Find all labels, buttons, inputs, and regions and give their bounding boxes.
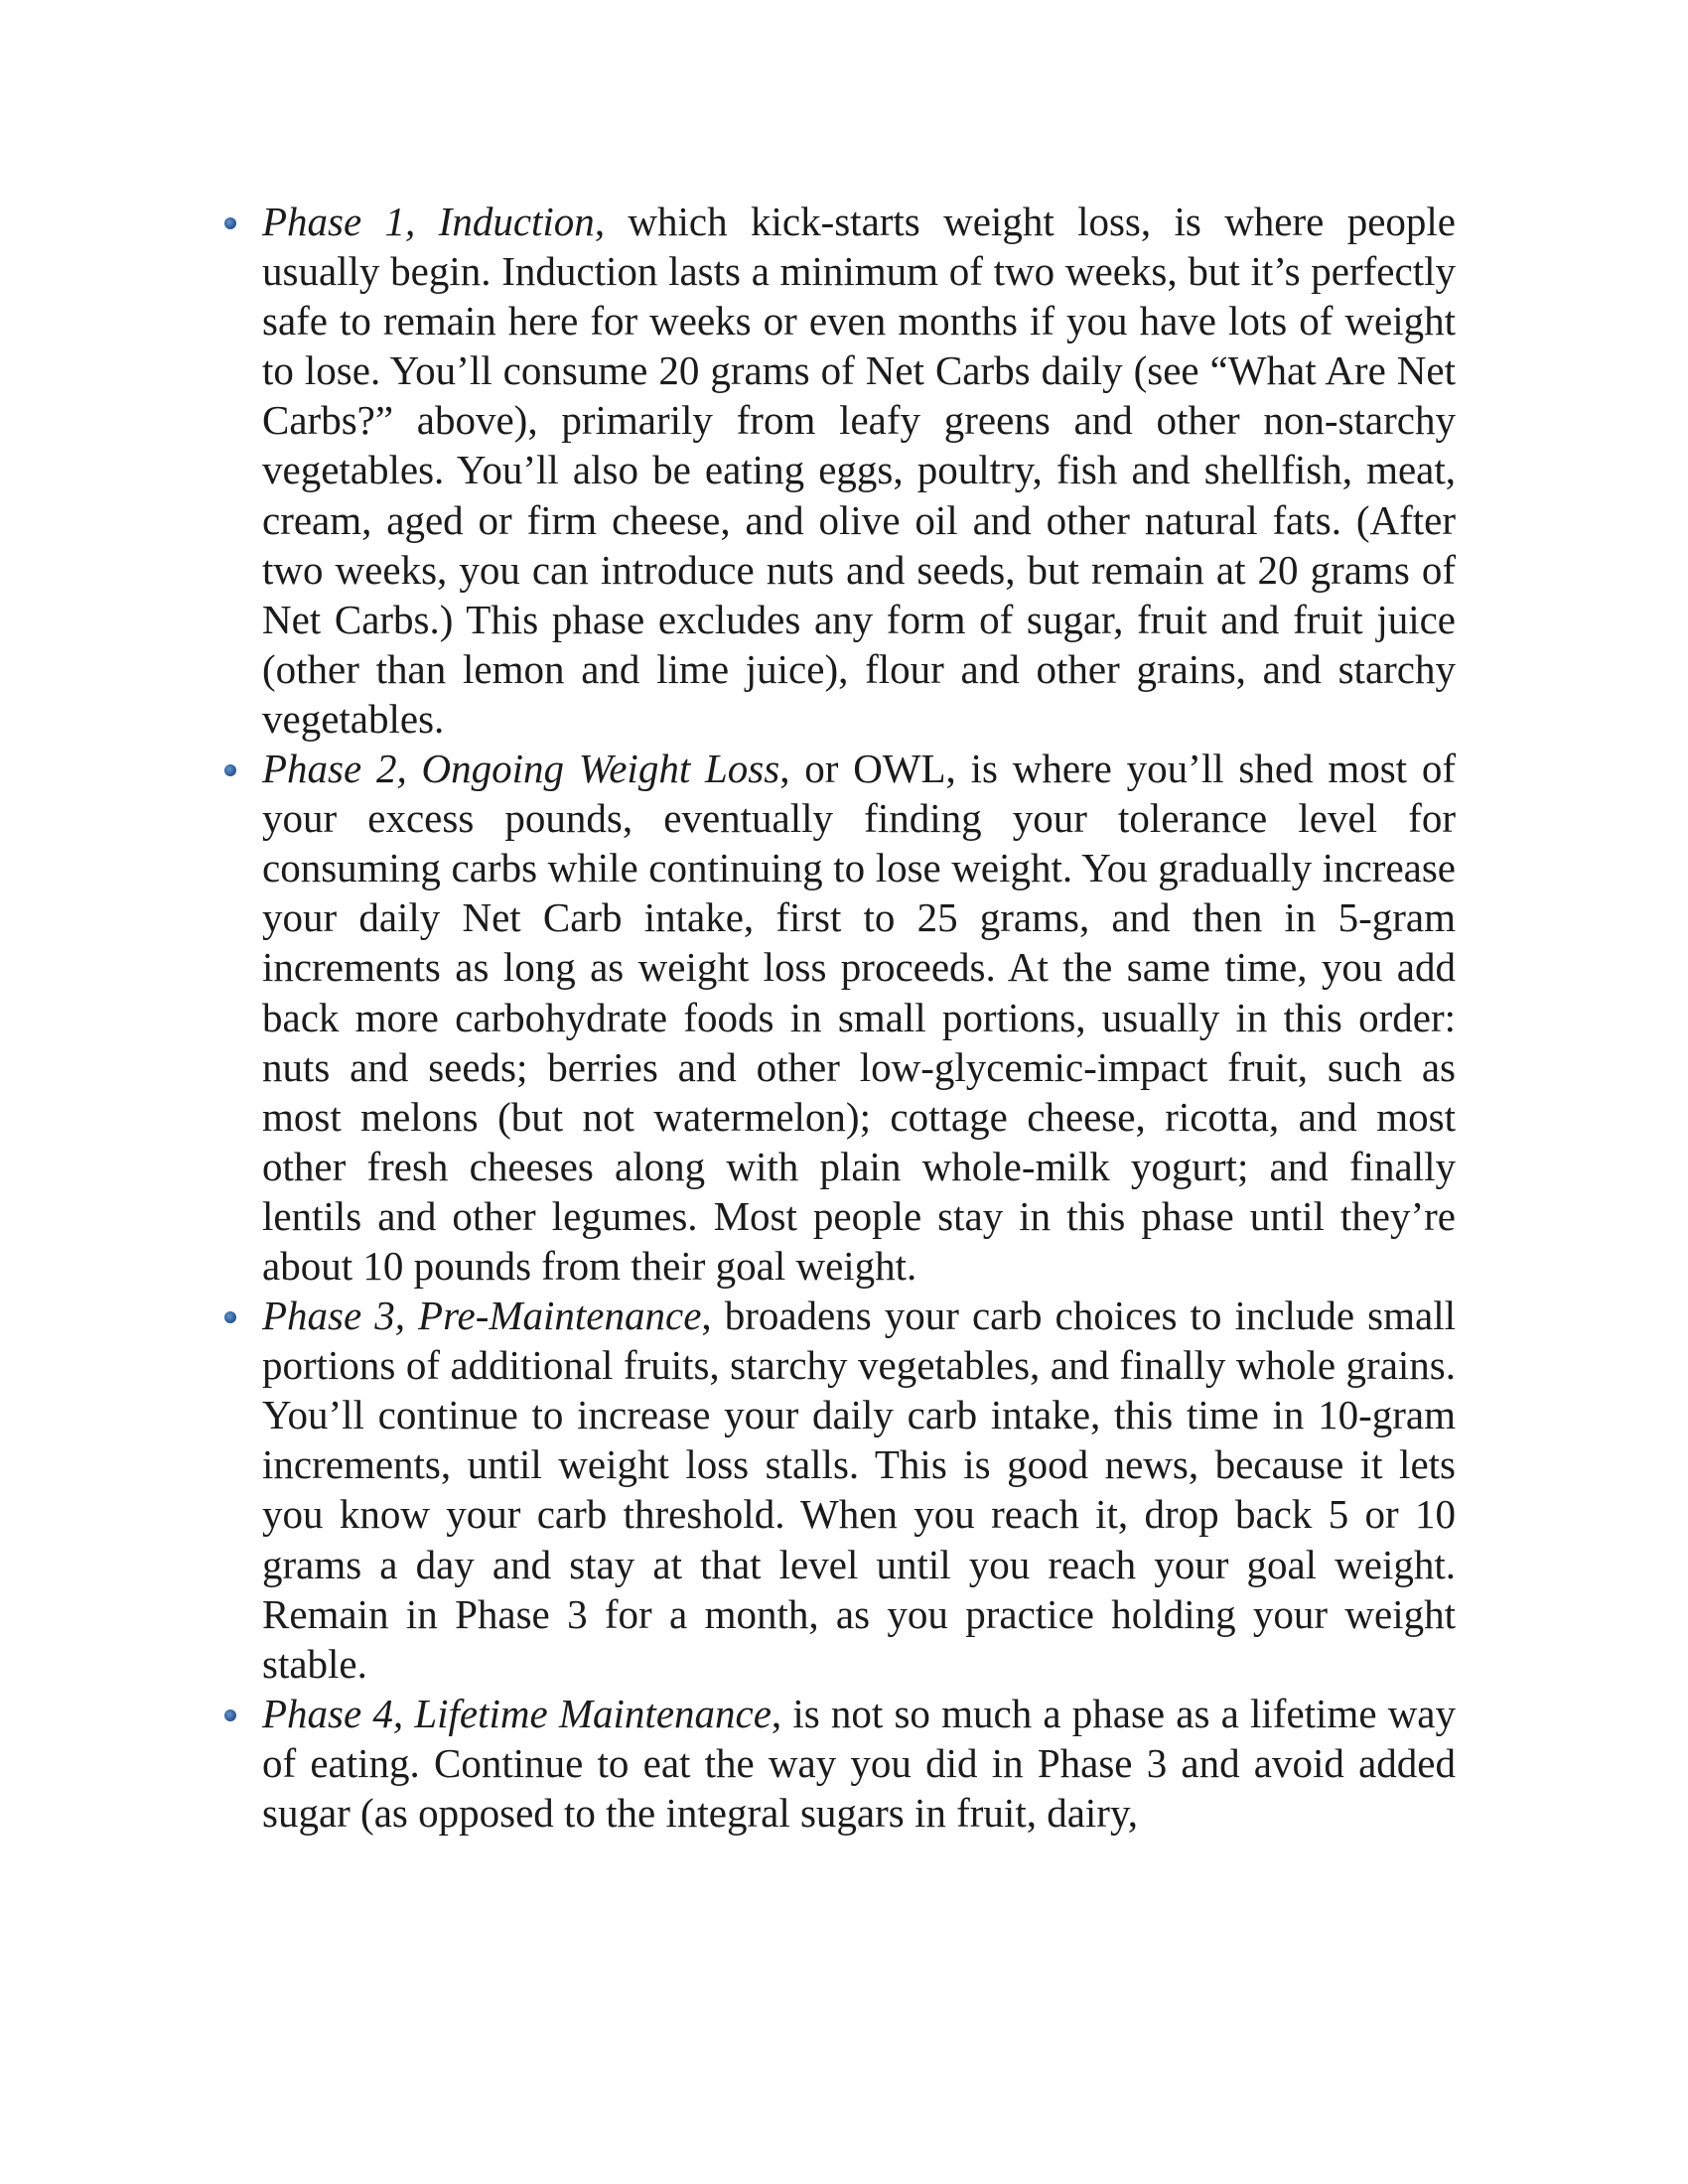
phase-name: Lifetime Maintenance (414, 1690, 772, 1736)
list-item-phase-3 (220, 1291, 1456, 1689)
list-item-phase-2 (220, 744, 1456, 1291)
bullet-icon (224, 217, 236, 229)
list-item-phase-1 (220, 197, 1456, 744)
phase-name: Ongoing Weight Loss (421, 746, 780, 792)
phase-number: Phase 1, (262, 199, 416, 244)
phase-number: Phase 2, (262, 746, 407, 792)
phase-description: , broadens your carb choices to include small portions of additional fruits, starchy vegetables, and finally whole grains. You’ll continue to increase your daily carb intake, this time in 10-gram increments, until weight loss stalls. This is good news, because it lets you know your carb threshold. When you reach it, drop back 5 or 10 grams a day and stay at that level until you reach your goal weight. Remain in Phase 3 for a month, as you practice holding your weight stable. (262, 1293, 1457, 1687)
phase-number: Phase 3, (262, 1293, 405, 1339)
bullet-icon (224, 1709, 236, 1721)
list-item-phase-4 (220, 1689, 1456, 1838)
phase-number: Phase 4, (262, 1690, 404, 1736)
phase-name: Induction (438, 199, 595, 244)
phase-name: Pre-Maintenance (418, 1293, 702, 1339)
phase-list (220, 197, 1456, 1838)
phase-description: , or OWL, is where you’ll shed most of your excess pounds, eventually finding your tolerance level for consuming carbs while continuing to lose weight. You gradually increase your daily Net Carb intake, first to 25 grams, and then in 5-gram increments as long as weight loss proceeds. At the same time, you add back more carbohydrate foods in small portions, usually in this order: nuts and seeds; berries and other low-glycemic-impact fruit, such as most melons (but not watermelon); cottage cheese, ricotta, and most other fresh cheeses along with plain whole-milk yogurt; and finally lentils and other legumes. Most people stay in this phase until they’re about 10 pounds from their goal weight. (262, 746, 1457, 1289)
bullet-icon (224, 764, 236, 776)
phase-description: , is not so much a phase as a lifetime way of eating. Continue to eat the way you did in Phase 3 and avoid added sugar (as opposed to the integral sugars in fruit, dairy, (262, 1690, 1457, 1836)
bullet-icon (224, 1311, 236, 1323)
phase-description: , which kick-starts weight loss, is where people usually begin. Induction lasts a minimum of two weeks, but it’s perfectly safe to remain here for weeks or even months if you have lots of weight to lose. You’ll consume 20 grams of Net Carbs daily (see “What Are Net Carbs?” above), primarily from leafy greens and other non-starchy vegetables. You’ll also be eating eggs, poultry, fish and shellfish, meat, cream, aged or firm cheese, and olive oil and other natural fats. (After two weeks, you can introduce nuts and seeds, but remain at 20 grams of Net Carbs.) This phase excludes any form of sugar, fruit and fruit juice (other than lemon and lime juice), flour and other grains, and starchy vegetables. (262, 199, 1456, 742)
